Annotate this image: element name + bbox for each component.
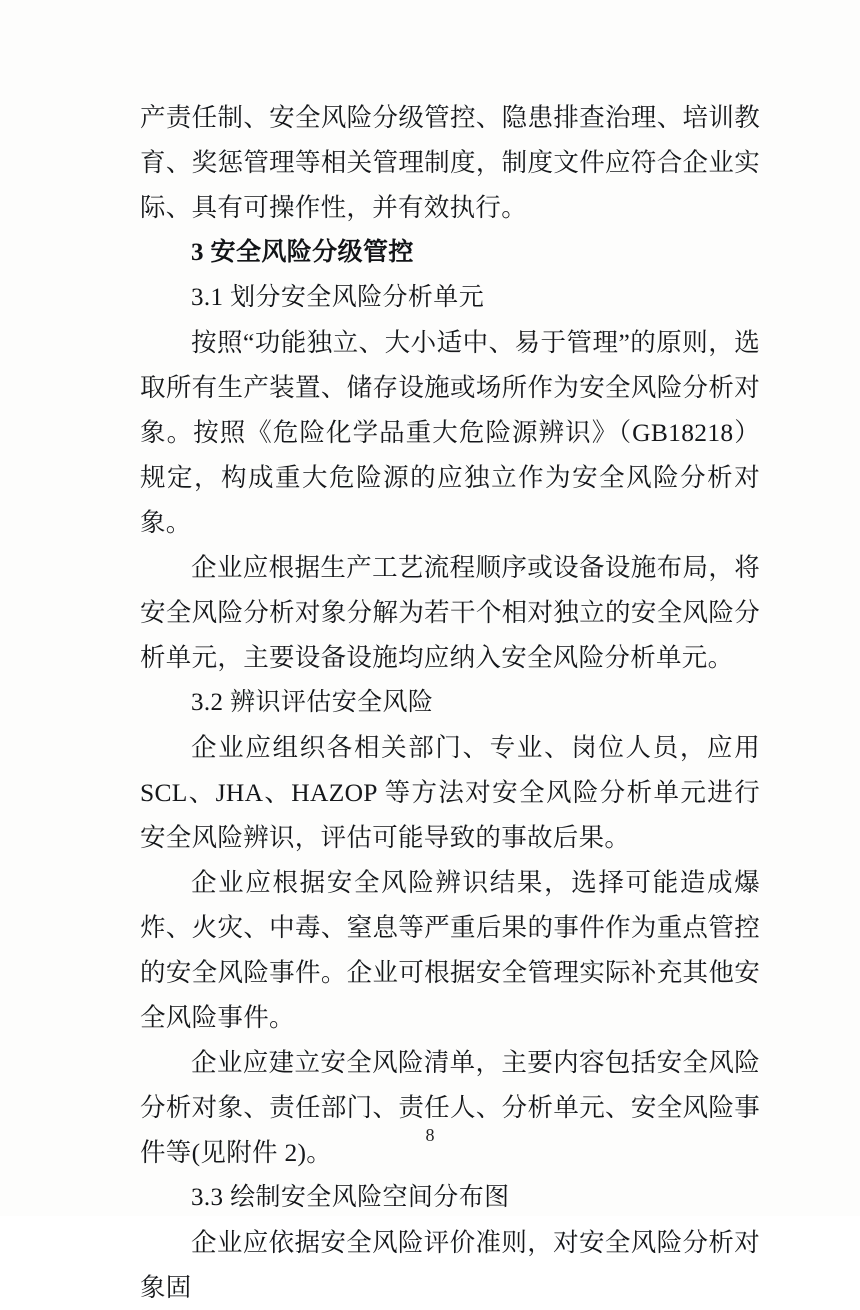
page-number: 8 <box>425 1125 435 1145</box>
heading-section-3: 3 安全风险分级管控 <box>191 239 414 266</box>
heading-section-3-1: 3.1 划分安全风险分析单元 <box>191 284 485 311</box>
paragraph-3-1-b: 企业应根据生产工艺流程顺序或设备设施布局，将安全风险分析对象分解为若干个相对独立的安全风险分析单元，主要设备设施均应纳入安全风险分析单元。 <box>140 553 760 672</box>
paragraph-3-3-a: 企业应依据安全风险评价准则，对安全风险分析对象固 <box>140 1228 760 1302</box>
paragraph-3-1-a: 按照“功能独立、大小适中、易于管理”的原则，选取所有生产装置、储存设施或场所作为安全风险分析对象。按照《危险化学品重大危险源辨识》（GB18218）规定，构成重大危险源的应独立作为安全风险分析对象。 <box>140 328 760 537</box>
paragraph-3-2-c: 企业应建立安全风险清单，主要内容包括安全风险分析对象、责任部门、责任人、分析单元、安全风险事件等(见附件 2)。 <box>140 1048 760 1167</box>
paragraph-3-2-b: 企业应根据安全风险辨识结果，选择可能造成爆炸、火灾、中毒、窒息等严重后果的事件作为重点管控的安全风险事件。企业可根据安全管理实际补充其他安全风险事件。 <box>140 868 760 1032</box>
heading-section-3-2: 3.2 辨识评估安全风险 <box>191 689 434 716</box>
paragraph-3-2-a: 企业应组织各相关部门、专业、岗位人员，应用 SCL、JHA、HAZOP 等方法对安全风险分析单元进行安全风险辨识，评估可能导致的事故后果。 <box>140 733 760 852</box>
heading-section-3-3: 3.3 绘制安全风险空间分布图 <box>191 1184 510 1211</box>
paragraph-continuation: 产责任制、安全风险分级管控、隐患排查治理、培训教育、奖惩管理等相关管理制度，制度文件应符合企业实际、具有可操作性，并有效执行。 <box>140 103 760 222</box>
